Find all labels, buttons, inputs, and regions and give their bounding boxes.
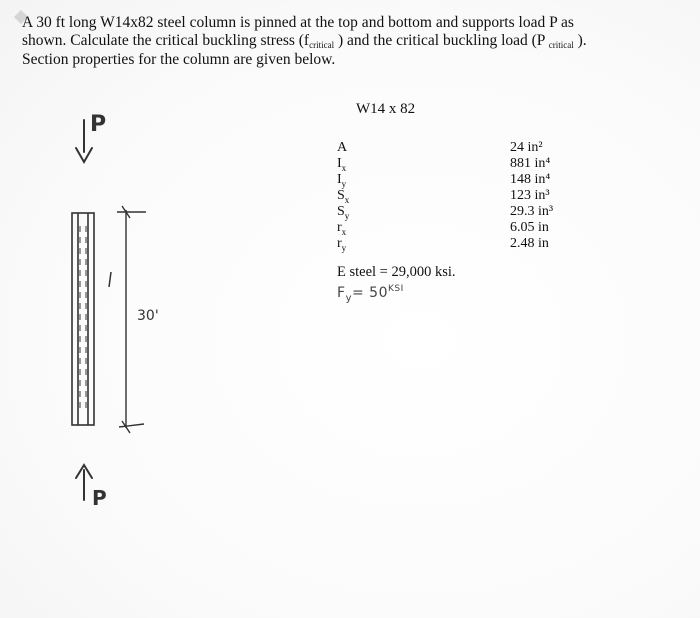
property-value-ix: 881 in⁴ xyxy=(510,156,551,171)
fy-symbol: F xyxy=(337,285,346,301)
bottom-load-label: P xyxy=(92,486,107,510)
fy-value: = 50 xyxy=(351,285,388,301)
length-label: 30' xyxy=(137,308,159,324)
property-label-sy: $S_y$ xyxy=(337,204,350,221)
section-title: W14 x 82 xyxy=(356,101,416,117)
problem-line-3: Section properties for the column are given below. xyxy=(22,51,336,68)
fy-subscript: y xyxy=(345,293,352,304)
property-label-sx: $S_x$ xyxy=(337,188,350,205)
column-member xyxy=(72,213,94,425)
property-value-sx: 123 in³ xyxy=(510,188,550,203)
property-label-ix: $I_x$ xyxy=(337,156,347,173)
subscript-critical-stress: critical xyxy=(309,40,335,50)
problem-line-2-text-c: ). xyxy=(577,32,587,49)
property-value-iy: 148 in⁴ xyxy=(510,172,551,187)
property-value-area: 24 in² xyxy=(510,140,543,155)
bottom-load-arrow xyxy=(76,465,92,500)
property-label-iy: $I_y$ xyxy=(337,172,347,189)
elastic-modulus: E steel = 29,000 ksi. xyxy=(337,264,456,280)
property-label-ry: $r_y$ xyxy=(337,236,347,253)
sketch-tick-mark xyxy=(109,272,111,287)
top-load-label: P xyxy=(90,112,107,137)
property-value-ry: 2.48 in xyxy=(510,236,549,251)
problem-line-1: A 30 ft long W14x82 steel column is pinned at the top and bottom and supports load P as xyxy=(22,14,574,31)
subscript-critical-load: critical xyxy=(548,40,574,50)
problem-line-2-text-b: ) and the critical buckling load (P xyxy=(337,32,545,49)
fy-unit: KSI xyxy=(387,284,404,294)
property-label-area: A xyxy=(337,140,348,155)
property-label-rx: $r_x$ xyxy=(337,220,347,237)
property-value-sy: 29.3 in³ xyxy=(510,204,554,219)
problem-line-2-text-a: shown. Calculate the critical buckling stress (f xyxy=(22,32,310,49)
property-value-rx: 6.05 in xyxy=(510,220,549,235)
